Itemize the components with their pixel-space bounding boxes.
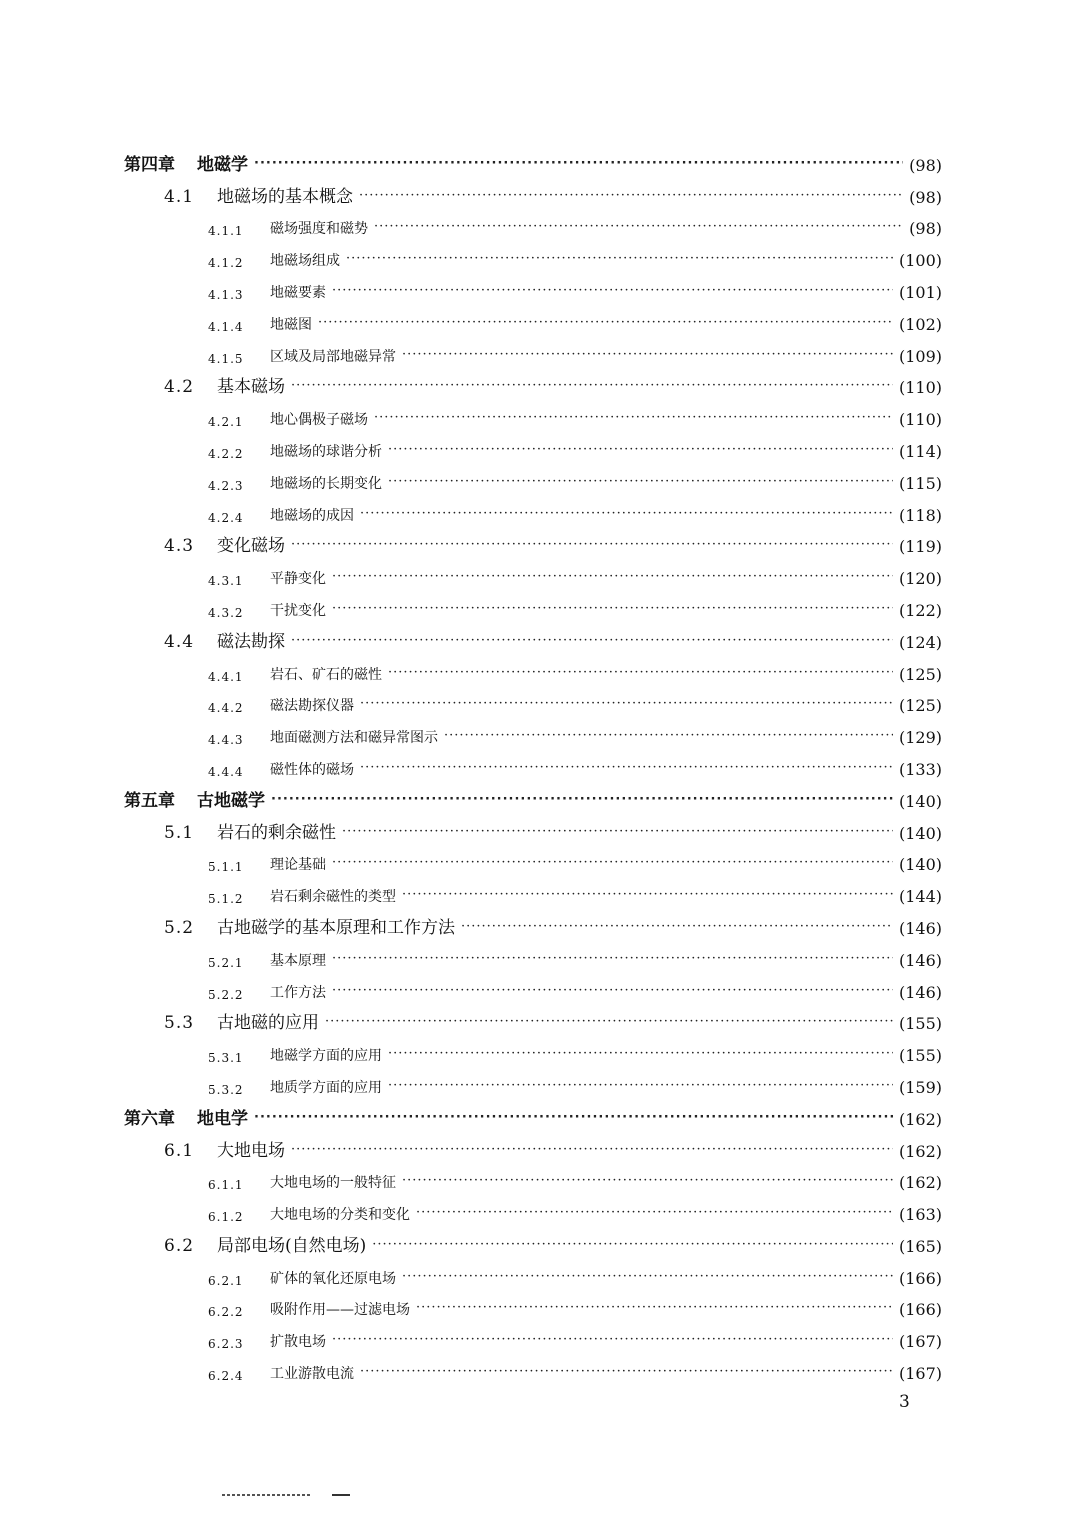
toc-entry-page: (167) [898, 1332, 942, 1352]
toc-subsection-row[interactable] [124, 1319, 942, 1351]
toc-subsection-row[interactable] [124, 970, 942, 1002]
toc-entry-title: 地磁场的基本概念 [217, 186, 353, 207]
toc-entry-number: 6.2.1 [208, 1273, 244, 1288]
toc-subsection-row[interactable] [124, 302, 942, 334]
toc-entry-title: 地心偶极子磁场 [270, 412, 368, 429]
toc-dot-leader [388, 1047, 893, 1057]
toc-dot-leader [388, 666, 893, 676]
toc-entry-number: 4.4.1 [208, 669, 244, 684]
toc-entry-title: 地磁场组成 [270, 253, 340, 270]
toc-section-row[interactable] [124, 906, 942, 938]
toc-subsection-row[interactable] [124, 1033, 942, 1065]
toc-dot-leader [332, 1333, 893, 1343]
toc-dot-leader [360, 507, 893, 517]
toc-entry-number: 6.1.2 [208, 1210, 244, 1225]
toc-entry-page: (100) [898, 251, 942, 271]
toc-subsection-row[interactable] [124, 684, 942, 716]
toc-dot-leader [291, 1143, 893, 1153]
toc-entry-number: 5.2.1 [208, 955, 244, 970]
toc-entry-page: (155) [898, 1014, 942, 1034]
toc-entry-page: (125) [898, 696, 942, 716]
toc-entry-title: 地面磁测方法和磁异常图示 [270, 730, 438, 747]
toc-entry-title: 工业游散电流 [270, 1366, 354, 1383]
toc-dot-leader [360, 1365, 893, 1375]
toc-dot-leader [332, 602, 893, 612]
toc-entry-number: 4.3 [164, 536, 195, 557]
toc-entry-page: (162) [898, 1173, 942, 1193]
toc-entry-title: 矿体的氧化还原电场 [270, 1270, 396, 1287]
toc-entry-title: 扩散电场 [270, 1334, 326, 1351]
toc-entry-page: (129) [898, 728, 942, 748]
toc-entry-page: (140) [898, 855, 942, 875]
toc-dot-leader [360, 697, 893, 707]
toc-entry-page: (124) [898, 632, 942, 652]
toc-entry-title: 变化磁场 [217, 536, 285, 557]
toc-subsection-row[interactable] [124, 1288, 942, 1320]
toc-dot-leader [318, 316, 893, 326]
toc-subsection-row[interactable] [124, 1256, 942, 1288]
toc-subsection-row[interactable] [124, 461, 942, 493]
toc-dot-leader [402, 1174, 893, 1184]
toc-entry-page: (140) [898, 791, 942, 811]
toc-entry-number: 5.1.1 [208, 860, 244, 875]
toc-entry-title: 古地磁的应用 [217, 1013, 319, 1034]
toc-dot-leader [342, 825, 893, 835]
toc-entry-number: 第五章 [124, 790, 175, 811]
toc-chapter-row[interactable] [124, 143, 942, 175]
toc-entry-title: 大地电场的一般特征 [270, 1175, 396, 1192]
toc-entry-page: (162) [898, 1141, 942, 1161]
toc-dot-leader [374, 411, 893, 421]
toc-entry-title: 地磁场的长期变化 [270, 475, 382, 492]
toc-entry-number: 5.2.2 [208, 987, 244, 1002]
toc-entry-number: 4.4 [164, 631, 195, 652]
toc-entry-title: 大地电场 [217, 1140, 285, 1161]
toc-subsection-row[interactable] [124, 715, 942, 747]
toc-dot-leader [444, 729, 893, 739]
toc-entry-number: 4.1.3 [208, 287, 244, 302]
toc-dot-leader [332, 952, 893, 962]
toc-entry-title: 古地磁学的基本原理和工作方法 [217, 917, 455, 938]
toc-entry-page: (133) [898, 759, 942, 779]
toc-subsection-row[interactable] [124, 207, 942, 239]
toc-subsection-row[interactable] [124, 1065, 942, 1097]
toc-entry-page: (125) [898, 664, 942, 684]
toc-entry-page: (122) [898, 600, 942, 620]
toc-entry-page: (98) [909, 155, 942, 175]
toc-dot-leader [291, 538, 893, 548]
toc-dot-leader [291, 379, 893, 389]
toc-entry-number: 6.2.2 [208, 1305, 244, 1320]
toc-entry-title: 地质学方面的应用 [270, 1079, 382, 1096]
toc-entry-page: (162) [898, 1109, 942, 1129]
toc-entry-page: (120) [898, 569, 942, 589]
toc-entry-page: (98) [909, 187, 942, 207]
toc-dot-leader [416, 1301, 893, 1311]
toc-entry-number: 4.2.2 [208, 446, 244, 461]
toc-entry-number: 5.3.1 [208, 1051, 244, 1066]
toc-entry-title: 地磁图 [270, 316, 312, 333]
toc-entry-title: 大地电场的分类和变化 [270, 1207, 410, 1224]
toc-subsection-row[interactable] [124, 397, 942, 429]
toc-subsection-row[interactable] [124, 429, 942, 461]
toc-entry-title: 干扰变化 [270, 602, 326, 619]
toc-entry-title: 地电学 [197, 1108, 248, 1129]
toc-entry-title: 区域及局部地磁异常 [270, 348, 396, 365]
toc-entry-number: 5.1 [164, 822, 195, 843]
toc-entry-title: 磁法勘探仪器 [270, 698, 354, 715]
toc-dot-leader [291, 634, 893, 644]
toc-dot-leader [372, 1238, 893, 1248]
toc-entry-number: 第六章 [124, 1108, 175, 1129]
toc-entry-title: 理论基础 [270, 857, 326, 874]
toc-entry-number: 第四章 [124, 154, 175, 175]
toc-entry-number: 4.3.1 [208, 574, 244, 589]
toc-dot-leader [325, 1015, 893, 1025]
toc-entry-title: 工作方法 [270, 984, 326, 1001]
toc-dot-leader [388, 1079, 893, 1089]
toc-dot-leader [332, 984, 893, 994]
toc-entry-number: 5.3 [164, 1013, 195, 1034]
scan-artifact-dashes [222, 1494, 312, 1496]
toc-subsection-row[interactable] [124, 270, 942, 302]
toc-entry-number: 4.2.1 [208, 415, 244, 430]
scan-artifact-marks [222, 1488, 352, 1500]
toc-subsection-row[interactable] [124, 1192, 942, 1224]
toc-entry-page: (166) [898, 1300, 942, 1320]
toc-entry-title: 岩石、矿石的磁性 [270, 666, 382, 683]
toc-dot-leader [388, 443, 893, 453]
scan-artifact-line [332, 1494, 350, 1496]
toc-subsection-row[interactable] [124, 843, 942, 875]
toc-chapter-row[interactable] [124, 779, 942, 811]
toc-entry-title: 岩石剩余磁性的类型 [270, 889, 396, 906]
toc-entry-number: 4.2 [164, 377, 195, 398]
toc-entry-page: (144) [898, 887, 942, 907]
toc-entry-page: (119) [898, 537, 942, 557]
toc-section-row[interactable] [124, 1002, 942, 1034]
toc-entry-page: (163) [898, 1205, 942, 1225]
toc-entry-page: (114) [898, 441, 942, 461]
toc-entry-title: 地磁场的球谐分析 [270, 443, 382, 460]
toc-section-row[interactable] [124, 1129, 942, 1161]
toc-entry-title: 磁性体的磁场 [270, 761, 354, 778]
toc-section-row[interactable] [124, 366, 942, 398]
toc-entry-page: (146) [898, 950, 942, 970]
toc-entry-page: (146) [898, 982, 942, 1002]
toc-dot-leader [332, 856, 893, 866]
toc-entry-number: 6.2 [164, 1235, 195, 1256]
toc-dot-leader [332, 570, 893, 580]
toc-entry-number: 4.1 [164, 186, 195, 207]
toc-entry-page: (101) [898, 282, 942, 302]
toc-dot-leader [461, 920, 893, 930]
toc-section-row[interactable] [124, 620, 942, 652]
toc-entry-page: (159) [898, 1077, 942, 1097]
toc-entry-title: 磁法勘探 [217, 631, 285, 652]
toc-entry-title: 古地磁学 [197, 790, 265, 811]
toc-subsection-row[interactable] [124, 938, 942, 970]
toc-subsection-row[interactable] [124, 493, 942, 525]
toc-entry-title: 局部电场(自然电场) [217, 1235, 367, 1256]
toc-entry-page: (98) [909, 219, 942, 239]
toc-entry-number: 4.1.5 [208, 351, 244, 366]
toc-entry-number: 6.2.3 [208, 1337, 244, 1352]
toc-entry-page: (166) [898, 1268, 942, 1288]
toc-subsection-row[interactable] [124, 1161, 942, 1193]
toc-dot-leader [402, 348, 893, 358]
toc-entry-number: 6.2.4 [208, 1369, 244, 1384]
toc-dot-leader [360, 761, 893, 771]
toc-section-row[interactable] [124, 175, 942, 207]
toc-subsection-row[interactable] [124, 334, 942, 366]
toc-entry-page: (110) [898, 378, 942, 398]
toc-subsection-row[interactable] [124, 1351, 942, 1383]
toc-subsection-row[interactable] [124, 588, 942, 620]
toc-dot-leader [402, 888, 893, 898]
toc-dot-leader [359, 189, 903, 199]
toc-chapter-row[interactable] [124, 1097, 942, 1129]
toc-entry-page: (118) [898, 505, 942, 525]
toc-entry-number: 5.1.2 [208, 892, 244, 907]
toc-subsection-row[interactable] [124, 238, 942, 270]
toc-entry-page: (155) [898, 1046, 942, 1066]
toc-entry-number: 5.2 [164, 917, 195, 938]
toc-entry-number: 4.2.3 [208, 478, 244, 493]
toc-entry-title: 吸附作用——过滤电场 [270, 1302, 410, 1319]
toc-entry-title: 基本磁场 [217, 377, 285, 398]
table-of-contents [124, 143, 942, 1383]
toc-dot-leader [332, 284, 893, 294]
toc-entry-page: (140) [898, 823, 942, 843]
toc-entry-number: 6.1.1 [208, 1178, 244, 1193]
toc-entry-title: 地磁学方面的应用 [270, 1048, 382, 1065]
toc-dot-leader [346, 252, 893, 262]
toc-entry-number: 4.3.2 [208, 605, 244, 620]
toc-dot-leader [416, 1206, 893, 1216]
toc-dot-leader [254, 1111, 893, 1121]
toc-subsection-row[interactable] [124, 747, 942, 779]
toc-dot-leader [254, 157, 903, 167]
toc-entry-page: (165) [898, 1236, 942, 1256]
toc-entry-title: 基本原理 [270, 952, 326, 969]
toc-entry-page: (167) [898, 1364, 942, 1384]
toc-entry-number: 5.3.2 [208, 1082, 244, 1097]
toc-entry-title: 地磁学 [197, 154, 248, 175]
toc-section-row[interactable] [124, 1224, 942, 1256]
toc-entry-number: 4.4.3 [208, 733, 244, 748]
toc-dot-leader [388, 475, 893, 485]
toc-entry-number: 6.1 [164, 1140, 195, 1161]
toc-entry-title: 地磁要素 [270, 284, 326, 301]
toc-subsection-row[interactable] [124, 652, 942, 684]
toc-section-row[interactable] [124, 811, 942, 843]
toc-entry-page: (115) [898, 473, 942, 493]
toc-entry-title: 岩石的剩余磁性 [217, 822, 336, 843]
toc-dot-leader [402, 1270, 893, 1280]
toc-entry-number: 4.1.4 [208, 319, 244, 334]
toc-entry-page: (109) [898, 346, 942, 366]
toc-entry-page: (110) [898, 410, 942, 430]
toc-entry-number: 4.1.2 [208, 256, 244, 271]
toc-entry-title: 地磁场的成因 [270, 507, 354, 524]
toc-entry-page: (102) [898, 314, 942, 334]
page-number: 3 [899, 1392, 910, 1412]
toc-subsection-row[interactable] [124, 556, 942, 588]
toc-dot-leader [271, 793, 893, 803]
toc-entry-number: 4.1.1 [208, 224, 244, 239]
toc-entry-number: 4.4.2 [208, 701, 244, 716]
toc-section-row[interactable] [124, 525, 942, 557]
toc-dot-leader [374, 220, 903, 230]
toc-entry-number: 4.4.4 [208, 764, 244, 779]
toc-entry-title: 平静变化 [270, 571, 326, 588]
toc-entry-title: 磁场强度和磁势 [270, 221, 368, 238]
toc-entry-page: (146) [898, 918, 942, 938]
toc-subsection-row[interactable] [124, 874, 942, 906]
toc-entry-number: 4.2.4 [208, 510, 244, 525]
